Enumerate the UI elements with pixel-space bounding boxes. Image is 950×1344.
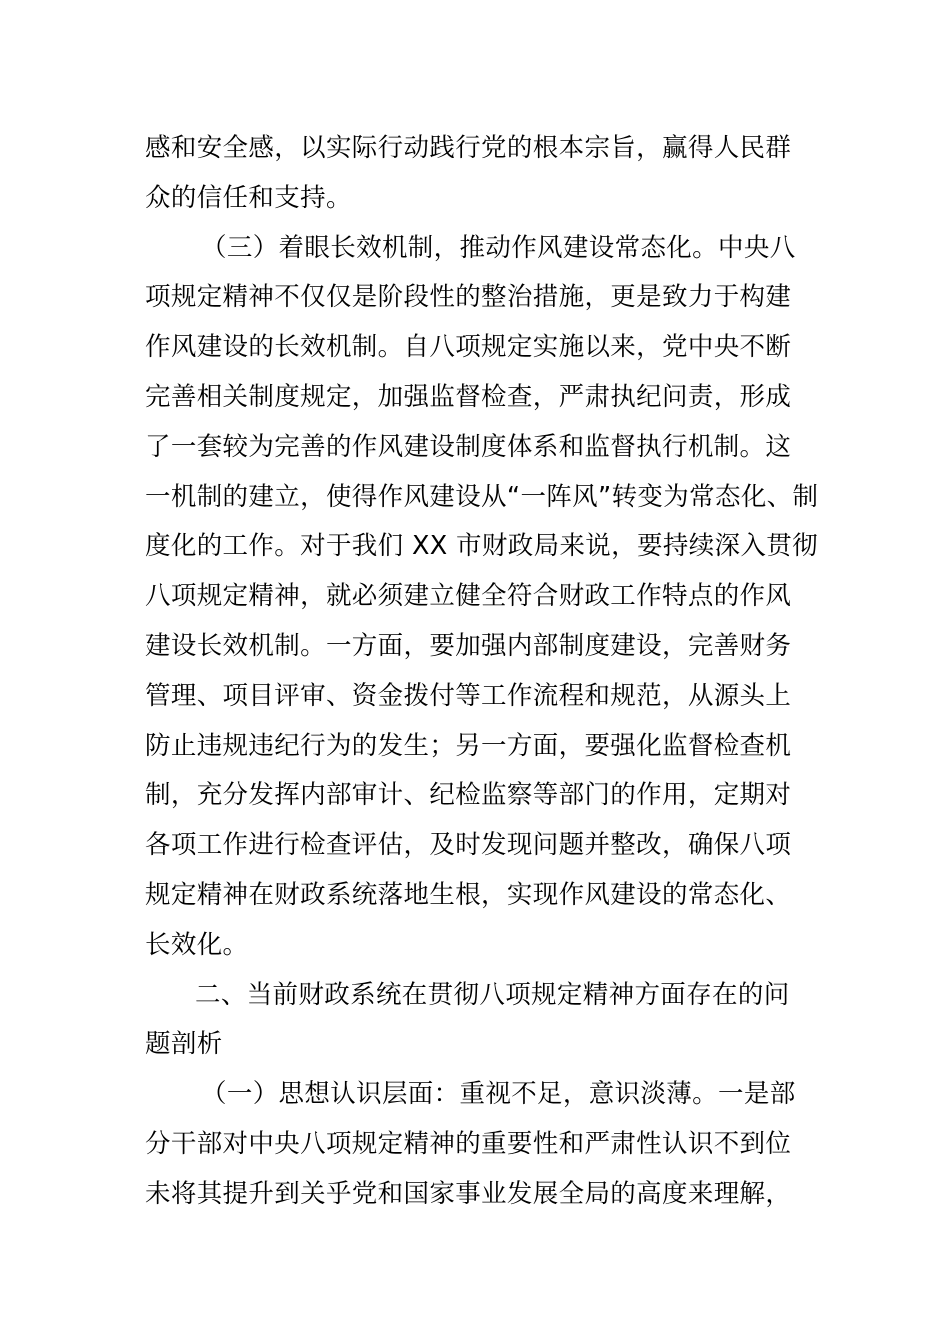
body-line: 建设长效机制。一方面，要加强内部制度建设，完善财务 <box>145 630 792 661</box>
body-line: 一机制的建立，使得作风建设从“一阵风”转变为常态化、制 <box>145 481 819 512</box>
chapter-heading-line: 题剖析 <box>145 1029 223 1060</box>
body-line: 各项工作进行检查评估，及时发现问题并整改，确保八项 <box>145 830 792 861</box>
body-line: 管理、项目评审、资金拨付等工作流程和规范，从源头上 <box>145 680 792 711</box>
chapter-heading-line: 二、当前财政系统在贯彻八项规定精神方面存在的问 <box>195 979 790 1010</box>
body-line: 规定精神在财政系统落地生根，实现作风建设的常态化、 <box>145 879 792 910</box>
body-line: 完善相关制度规定，加强监督检查，严肃执纪问责，形成 <box>145 381 792 412</box>
document-body <box>145 124 819 1220</box>
body-line: 感和安全感，以实际行动践行党的根本宗旨，赢得人民群 <box>145 133 792 163</box>
body-line: 未将其提升到关乎党和国家事业发展全局的高度来理解， <box>145 1178 792 1209</box>
section-heading-line: （一）思想认识层面：重视不足，意识淡薄。一是部 <box>201 1079 796 1110</box>
body-line: 制，充分发挥内部审计、纪检监察等部门的作用，定期对 <box>145 780 792 811</box>
body-line: 度化的工作。对于我们 XX 市财政局来说，要持续深入贯彻 <box>145 531 818 562</box>
body-line: 八项规定精神，就必须建立健全符合财政工作特点的作风 <box>145 581 792 612</box>
body-line: 了一套较为完善的作风建设制度体系和监督执行机制。这 <box>145 431 792 462</box>
body-line: 作风建设的长效机制。自八项规定实施以来，党中央不断 <box>145 332 792 363</box>
section-heading-line: （三）着眼长效机制，推动作风建设常态化。中央八 <box>201 232 796 263</box>
body-line: 防止违规违纪行为的发生；另一方面，要强化监督检查机 <box>145 730 792 761</box>
body-line: 分干部对中央八项规定精神的重要性和严肃性认识不到位 <box>145 1128 792 1159</box>
body-line: 众的信任和支持。 <box>145 182 352 213</box>
body-line: 项规定精神不仅仅是阶段性的整治措施，更是致力于构建 <box>145 282 792 313</box>
body-line: 长效化。 <box>145 929 249 960</box>
